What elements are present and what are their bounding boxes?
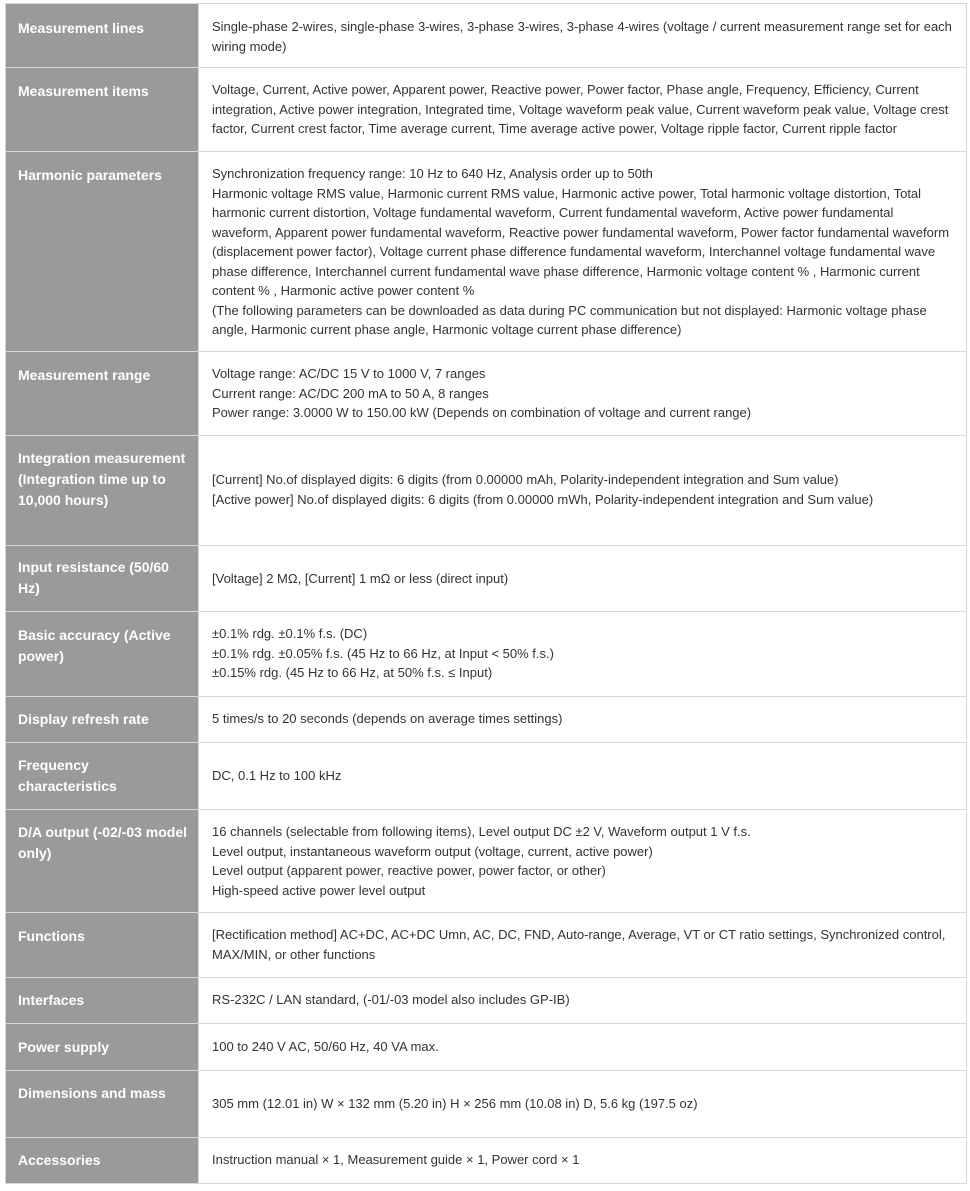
spec-value-line: ±0.1% rdg. ±0.05% f.s. (45 Hz to 66 Hz, at Input < 50% f.s.) xyxy=(212,645,554,661)
spec-value-line: 305 mm (12.01 in) W × 132 mm (5.20 in) H × 256 mm (10.08 in) D, 5.6 kg (197.5 oz) xyxy=(212,1096,698,1111)
spec-value-line: [Voltage] 2 MΩ, [Current] 1 mΩ or less (direct input) xyxy=(212,571,509,586)
spec-value-line: Power range: 3.0000 W to 150.00 kW (Depends on combination of voltage and current range) xyxy=(212,405,752,420)
spec-label-text: Integration measurement (Integration time up to 10,000 hours) xyxy=(18,450,186,508)
spec-value xyxy=(199,743,967,810)
spec-label xyxy=(6,546,199,612)
spec-label-text: Measurement items xyxy=(18,83,149,99)
spec-value-line: 100 to 240 V AC, 50/60 Hz, 40 VA max. xyxy=(212,1039,439,1054)
spec-row-power-supply xyxy=(6,1024,967,1071)
spec-value-line: ±0.15% rdg. (45 Hz to 66 Hz, at 50% f.s. ≤ Input) xyxy=(212,665,493,680)
spec-label xyxy=(6,68,199,152)
spec-value-line: Synchronization frequency range: 10 Hz to 640 Hz, Analysis order up to 50th xyxy=(212,166,653,181)
spec-value xyxy=(199,978,967,1024)
spec-value-line: [Rectification method] AC+DC, AC+DC Umn, AC, DC, FND, Auto-range, Average, VT or CT ratio settings, Synchronized control, MAX/MIN, or other functions xyxy=(212,927,946,962)
spec-value-line: ±0.1% rdg. ±0.1% f.s. (DC) xyxy=(212,626,368,641)
spec-value xyxy=(199,1071,967,1138)
spec-value-line: Voltage, Current, Active power, Apparent power, Reactive power, Power factor, Phase angle, Frequency, Efficiency, Current integration, Active power integration, Integrated time, Voltage waveform peak value, Current waveform peak value, Voltage crest factor, Current crest factor, Time average current, Time average active power, Voltage ripple factor, Current ripple factor xyxy=(212,82,949,136)
spec-value-line: (The following parameters can be downloaded as data during PC communication but not displayed: Harmonic voltage phase angle, Harmonic current phase angle, Harmonic voltage current phase difference) xyxy=(212,302,927,337)
spec-label xyxy=(6,697,199,743)
spec-value-line: RS-232C / LAN standard, (-01/-03 model also includes GP-IB) xyxy=(212,992,570,1007)
spec-label xyxy=(6,612,199,697)
spec-row-measurement-range xyxy=(6,352,967,436)
spec-label xyxy=(6,978,199,1024)
spec-value xyxy=(199,152,967,352)
spec-value-line: 16 channels (selectable from following items), Level output DC ±2 V, Waveform output 1 V f.s. xyxy=(212,824,751,839)
spec-value xyxy=(199,352,967,436)
spec-value-line: DC, 0.1 Hz to 100 kHz xyxy=(212,768,342,783)
spec-table xyxy=(5,3,967,1184)
spec-label-text: Harmonic parameters xyxy=(18,167,162,183)
spec-row-harmonic-parameters xyxy=(6,152,967,352)
spec-row-functions xyxy=(6,913,967,978)
spec-value xyxy=(199,1138,967,1184)
spec-value-line: Voltage range: AC/DC 15 V to 1000 V, 7 ranges xyxy=(212,366,486,381)
spec-value xyxy=(199,913,967,978)
spec-value xyxy=(199,4,967,68)
spec-label xyxy=(6,743,199,810)
spec-label-text: Frequency characteristics xyxy=(18,757,117,794)
spec-value-line: Current range: AC/DC 200 mA to 50 A, 8 ranges xyxy=(212,385,489,401)
spec-row-integration-measurement xyxy=(6,436,967,546)
spec-label-text: Input resistance (50/60 Hz) xyxy=(18,559,169,596)
spec-label-text: D/A output (-02/-03 model only) xyxy=(18,824,188,861)
spec-value xyxy=(199,546,967,612)
spec-value xyxy=(199,68,967,152)
spec-row-input-resistance xyxy=(6,546,967,612)
spec-label xyxy=(6,1024,199,1071)
spec-label-text: Measurement range xyxy=(18,367,151,383)
spec-value xyxy=(199,612,967,697)
spec-value-line: Instruction manual × 1, Measurement guide × 1, Power cord × 1 xyxy=(212,1152,580,1167)
spec-label xyxy=(6,352,199,436)
spec-label xyxy=(6,152,199,352)
spec-value xyxy=(199,1024,967,1071)
spec-label-text: Functions xyxy=(18,928,85,944)
spec-row-frequency-characteristics xyxy=(6,743,967,810)
spec-label xyxy=(6,4,199,68)
spec-value-line: [Current] No.of displayed digits: 6 digits (from 0.00000 mAh, Polarity-independent integration and Sum value) xyxy=(212,472,839,487)
spec-value-line: High-speed active power level output xyxy=(212,882,426,898)
spec-value-line: Harmonic voltage RMS value, Harmonic current RMS value, Harmonic active power, Total harmonic voltage distortion, Total harmonic current distortion, Voltage fundamental waveform, Current fundamental waveform, Active power fundamental waveform, Apparent power fundamental waveform, Reactive power fundamental waveform, Power factor fundamental waveform (displacement power factor), Voltage current phase difference fundamental waveform, Interchannel voltage fundamental wave phase difference, Interchannel current fundamental wave phase difference, Harmonic voltage content % , Harmonic current content % , Harmonic active power content % xyxy=(212,185,950,298)
spec-label xyxy=(6,1138,199,1184)
spec-label xyxy=(6,1071,199,1138)
spec-value-line: Single-phase 2-wires, single-phase 3-wires, 3-phase 3-wires, 3-phase 4-wires (voltage / current measurement range set for each wiring mode) xyxy=(212,19,952,54)
spec-value xyxy=(199,810,967,913)
spec-row-display-refresh-rate xyxy=(6,697,967,743)
spec-row-da-output xyxy=(6,810,967,913)
spec-label-text: Measurement lines xyxy=(18,20,145,36)
spec-row-accessories xyxy=(6,1138,967,1184)
spec-row-basic-accuracy xyxy=(6,612,967,697)
spec-label-text: Power supply xyxy=(18,1039,110,1055)
spec-value-line: 5 times/s to 20 seconds (depends on average times settings) xyxy=(212,711,563,726)
spec-value xyxy=(199,697,967,743)
spec-value-line: Level output (apparent power, reactive power, power factor, or other) xyxy=(212,863,606,878)
spec-label xyxy=(6,810,199,913)
spec-value xyxy=(199,436,967,546)
spec-row-measurement-lines xyxy=(6,4,967,68)
spec-row-measurement-items xyxy=(6,68,967,152)
spec-label xyxy=(6,913,199,978)
spec-value-line: [Active power] No.of displayed digits: 6 digits (from 0.00000 mWh, Polarity-independent integration and Sum value) xyxy=(212,491,874,507)
spec-value-line: Level output, instantaneous waveform output (voltage, current, active power) xyxy=(212,843,653,859)
spec-row-interfaces xyxy=(6,978,967,1024)
spec-label-text: Display refresh rate xyxy=(18,711,149,727)
spec-label-text: Interfaces xyxy=(18,992,85,1008)
spec-label xyxy=(6,436,199,546)
spec-label-text: Accessories xyxy=(18,1152,101,1168)
spec-label-text: Basic accuracy (Active power) xyxy=(18,627,171,664)
spec-label-text: Dimensions and mass xyxy=(18,1085,166,1101)
spec-row-dimensions-and-mass xyxy=(6,1071,967,1138)
